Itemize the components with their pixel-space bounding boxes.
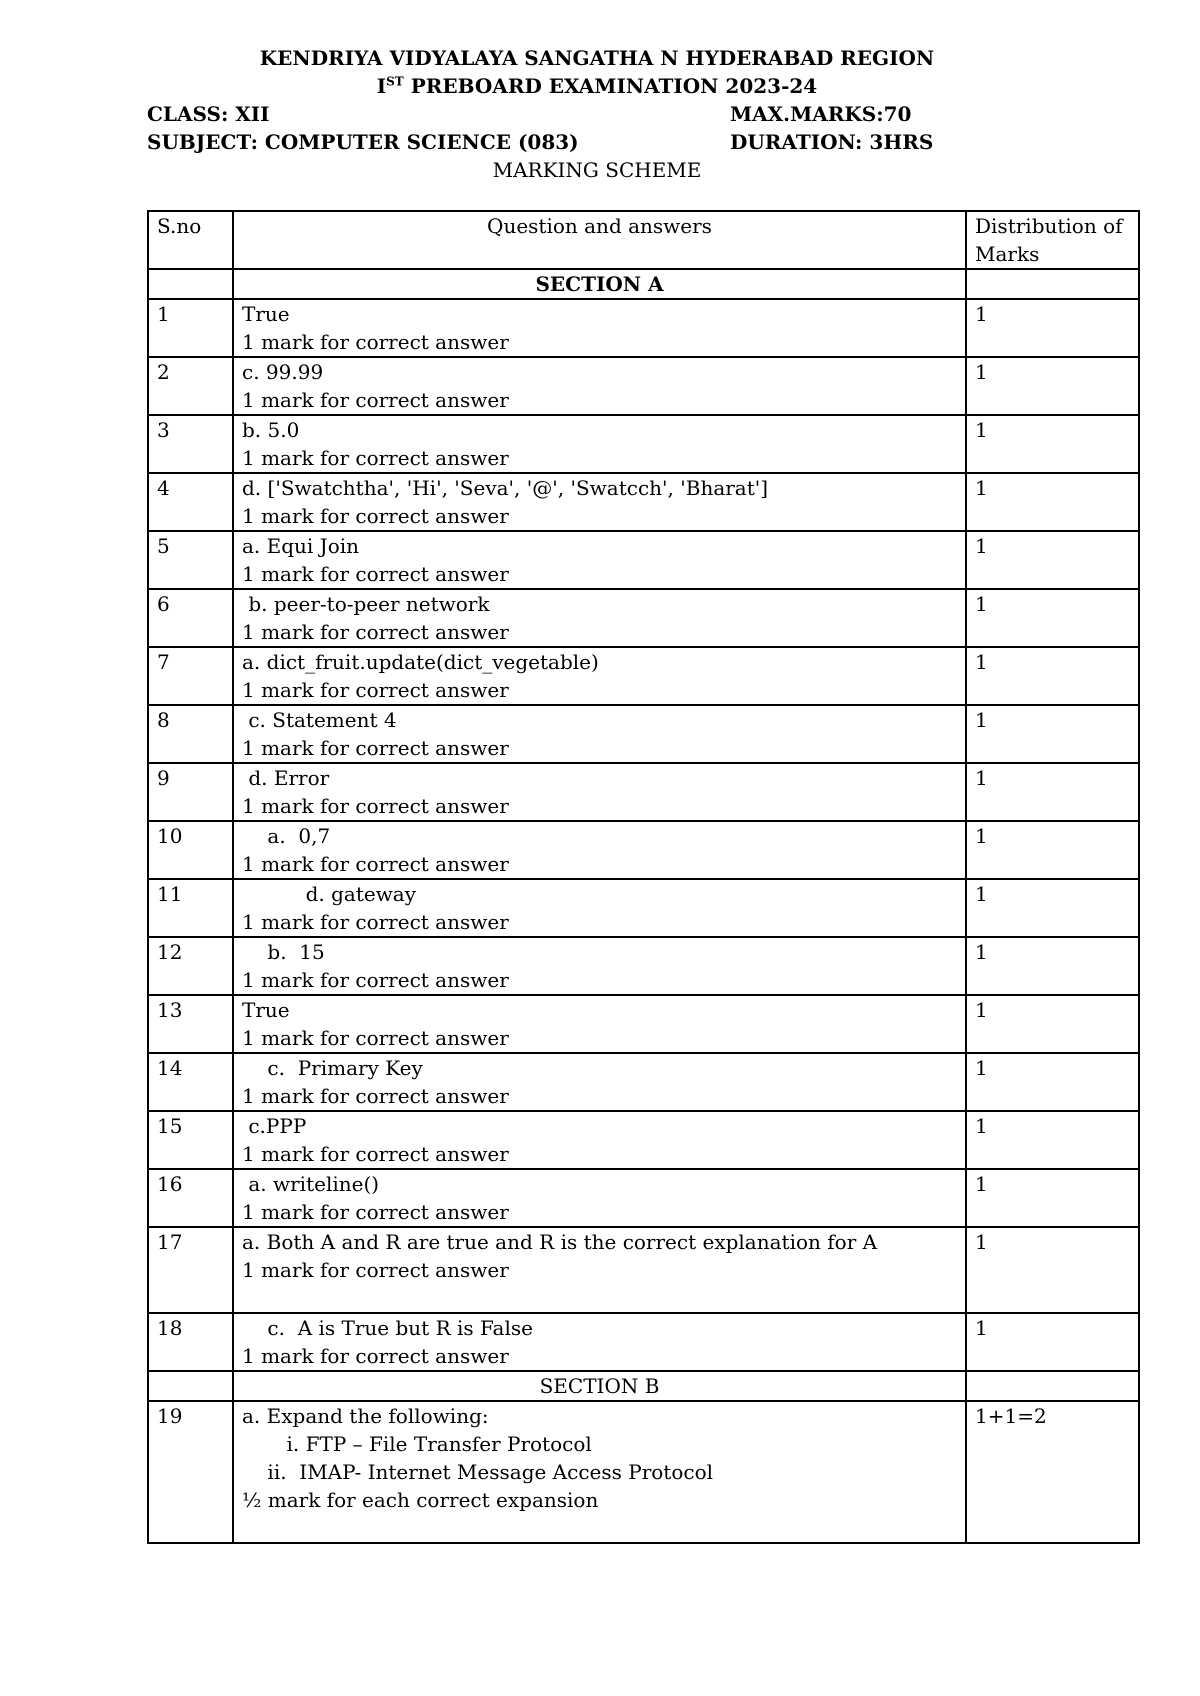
exam-title-sup: ST	[386, 74, 404, 89]
section-b-row	[148, 1371, 1139, 1401]
row-marks: 1	[966, 647, 1139, 705]
table-row-q4	[148, 473, 1139, 531]
row-answer: True	[242, 998, 290, 1022]
row-sno: 7	[148, 647, 233, 705]
table-row-q17	[148, 1227, 1139, 1313]
marking-scheme-title: MARKING SCHEME	[492, 158, 702, 182]
row-answer: b. 5.0	[242, 418, 300, 442]
row-answer: b. 15	[242, 940, 325, 964]
row-sno: 2	[148, 357, 233, 415]
row-answer-cell	[233, 763, 966, 821]
table-row-q18	[148, 1313, 1139, 1371]
row-sno: 15	[148, 1111, 233, 1169]
row-sno: 12	[148, 937, 233, 995]
row-sno: 14	[148, 1053, 233, 1111]
row-sno: 19	[148, 1401, 233, 1543]
row-answer: d. gateway	[242, 882, 417, 906]
row-answer-cell	[233, 995, 966, 1053]
table-row-q19	[148, 1401, 1139, 1543]
row-sno: 11	[148, 879, 233, 937]
row-sno: 17	[148, 1227, 233, 1313]
row-answer: d. Error	[242, 766, 330, 790]
header-marks: Distribution of Marks	[966, 211, 1139, 269]
row-note: 1 mark for correct answer	[242, 852, 509, 876]
exam-title-prefix: I	[376, 74, 387, 98]
q19-line2: i. FTP – File Transfer Protocol	[242, 1432, 592, 1456]
table-header-row	[148, 211, 1139, 269]
row-note: 1 mark for correct answer	[242, 1344, 509, 1368]
table-row-q3	[148, 415, 1139, 473]
table-row-q7	[148, 647, 1139, 705]
row-sno: 8	[148, 705, 233, 763]
row-note: 1 mark for correct answer	[242, 910, 509, 934]
row-marks: 1	[966, 995, 1139, 1053]
row-answer: b. peer-to-peer network	[242, 592, 490, 616]
row-note: 1 mark for correct answer	[242, 678, 509, 702]
row-marks: 1	[966, 1111, 1139, 1169]
class-label: CLASS: XII	[147, 102, 270, 126]
row-answer: c. Statement 4	[242, 708, 397, 732]
subject-label: SUBJECT: COMPUTER SCIENCE (083)	[147, 130, 579, 154]
row-answer-cell	[233, 589, 966, 647]
row-note: 1 mark for correct answer	[242, 1026, 509, 1050]
row-answer-cell	[233, 879, 966, 937]
duration-label: DURATION: 3HRS	[730, 130, 934, 154]
row-answer: a. Both A and R are true and R is the correct explanation for A	[242, 1230, 878, 1254]
table-row-q5	[148, 531, 1139, 589]
table-row-q13	[148, 995, 1139, 1053]
q19-line4: ½ mark for each correct expansion	[242, 1488, 599, 1512]
row-sno: 16	[148, 1169, 233, 1227]
row-answer-cell	[233, 647, 966, 705]
q19-line3: ii. IMAP- Internet Message Access Protocol	[242, 1460, 714, 1484]
table-row-q6	[148, 589, 1139, 647]
row-marks: 1	[966, 589, 1139, 647]
row-answer-cell	[233, 1111, 966, 1169]
q19-line1: a. Expand the following:	[242, 1404, 489, 1428]
header-question-answers: Question and answers	[233, 211, 966, 269]
row-sno: 6	[148, 589, 233, 647]
header-sno: S.no	[148, 211, 233, 269]
row-answer: c. 99.99	[242, 360, 324, 384]
row-marks: 1	[966, 937, 1139, 995]
row-answer-cell	[233, 937, 966, 995]
row-marks: 1	[966, 1053, 1139, 1111]
row-answer-cell	[233, 357, 966, 415]
table-row-q14	[148, 1053, 1139, 1111]
row-answer-cell	[233, 299, 966, 357]
row-answer: d. ['Swatchtha', 'Hi', 'Seva', '@', 'Swatcch', 'Bharat']	[242, 476, 769, 500]
row-marks: 1	[966, 821, 1139, 879]
row-note: 1 mark for correct answer	[242, 330, 509, 354]
row-answer: a. writeline()	[242, 1172, 380, 1196]
organization-title: KENDRIYA VIDYALAYA SANGATHA N HYDERABAD REGION	[259, 46, 935, 70]
row-note: 1 mark for correct answer	[242, 446, 509, 470]
row-sno: 13	[148, 995, 233, 1053]
table-row-q9	[148, 763, 1139, 821]
row-sno: 18	[148, 1313, 233, 1371]
max-marks: MAX.MARKS:70	[730, 102, 912, 126]
row-answer-cell	[233, 1053, 966, 1111]
row-sno: 10	[148, 821, 233, 879]
row-answer-cell	[233, 1169, 966, 1227]
row-sno: 9	[148, 763, 233, 821]
row-answer-cell	[233, 821, 966, 879]
row-marks: 1	[966, 299, 1139, 357]
row-answer: c. A is True but R is False	[242, 1316, 533, 1340]
table-row-q15	[148, 1111, 1139, 1169]
section-a-row	[148, 269, 1139, 299]
row-answer: c.PPP	[242, 1114, 307, 1138]
row-note: 1 mark for correct answer	[242, 794, 509, 818]
marking-scheme-table	[147, 210, 1140, 1544]
row-marks: 1	[966, 473, 1139, 531]
section-b-heading: SECTION B	[233, 1371, 966, 1401]
exam-title-rest: PREBOARD EXAMINATION 2023-24	[403, 74, 818, 98]
row-answer: True	[242, 302, 290, 326]
row-note: 1 mark for correct answer	[242, 562, 509, 586]
table-row-q11	[148, 879, 1139, 937]
row-note: 1 mark for correct answer	[242, 388, 509, 412]
row-note: 1 mark for correct answer	[242, 1258, 509, 1282]
row-marks: 1	[966, 763, 1139, 821]
row-answer-cell	[233, 415, 966, 473]
row-sno: 4	[148, 473, 233, 531]
row-marks: 1	[966, 1313, 1139, 1371]
table-row-q16	[148, 1169, 1139, 1227]
row-note: 1 mark for correct answer	[242, 1084, 509, 1108]
row-marks: 1	[966, 1169, 1139, 1227]
row-marks: 1	[966, 705, 1139, 763]
row-answer-cell	[233, 473, 966, 531]
row-answer-cell	[233, 531, 966, 589]
table-row-q1	[148, 299, 1139, 357]
row-note: 1 mark for correct answer	[242, 736, 509, 760]
row-answer: a. dict_fruit.update(dict_vegetable)	[242, 650, 599, 674]
row-answer: c. Primary Key	[242, 1056, 423, 1080]
row-marks: 1	[966, 1227, 1139, 1313]
row-answer-cell	[233, 1401, 966, 1543]
table-row-q12	[148, 937, 1139, 995]
table-row-q10	[148, 821, 1139, 879]
row-answer-cell	[233, 1227, 966, 1313]
table-row-q8	[148, 705, 1139, 763]
row-sno: 3	[148, 415, 233, 473]
row-note: 1 mark for correct answer	[242, 968, 509, 992]
row-answer: a. Equi Join	[242, 534, 360, 558]
row-marks: 1	[966, 357, 1139, 415]
row-sno: 1	[148, 299, 233, 357]
row-note: 1 mark for correct answer	[242, 620, 509, 644]
row-marks: 1+1=2	[966, 1401, 1139, 1543]
row-marks: 1	[966, 531, 1139, 589]
class-marks-line	[147, 100, 1137, 128]
table-row-q2	[148, 357, 1139, 415]
subject-duration-line	[147, 128, 1137, 156]
row-sno: 5	[148, 531, 233, 589]
row-answer-cell	[233, 705, 966, 763]
document-header	[147, 44, 1137, 184]
section-a-heading: SECTION A	[233, 269, 966, 299]
row-marks: 1	[966, 415, 1139, 473]
exam-title	[147, 72, 1047, 100]
row-note: 1 mark for correct answer	[242, 1142, 509, 1166]
row-marks: 1	[966, 879, 1139, 937]
row-note: 1 mark for correct answer	[242, 504, 509, 528]
row-answer: a. 0,7	[242, 824, 331, 848]
row-note: 1 mark for correct answer	[242, 1200, 509, 1224]
row-answer-cell	[233, 1313, 966, 1371]
